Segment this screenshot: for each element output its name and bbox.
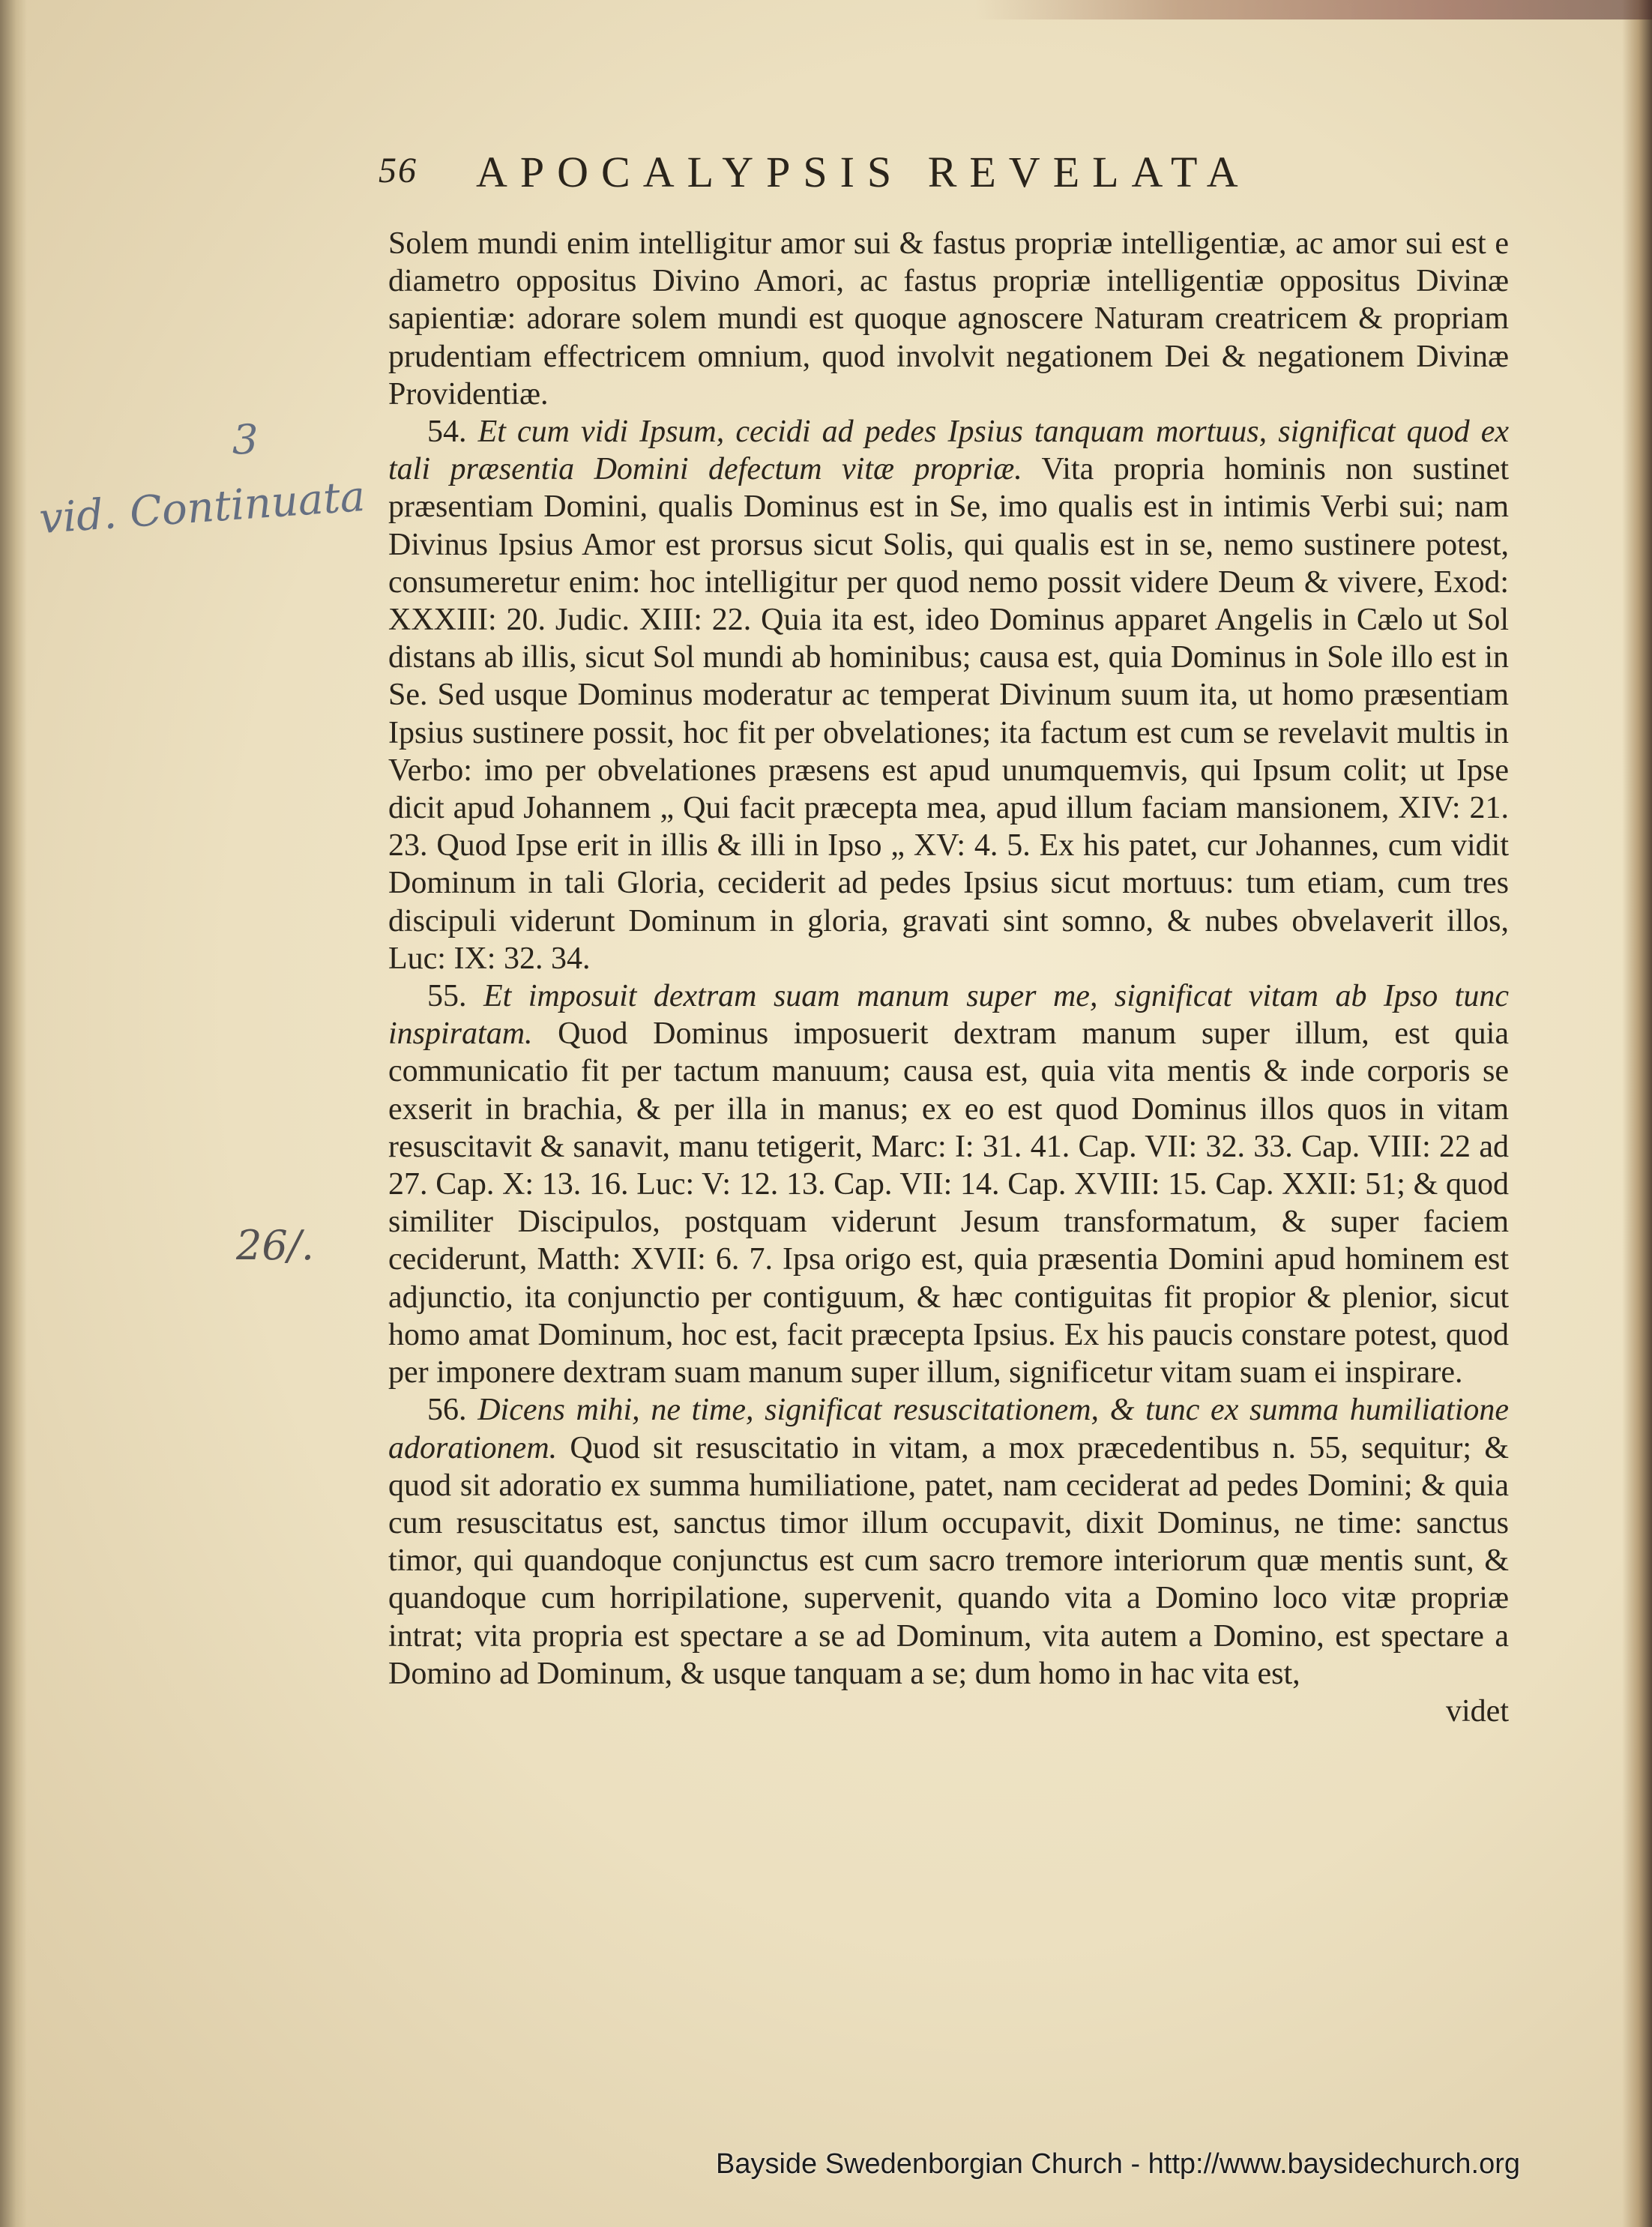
paragraph-body: Vita propria hominis non sustinet præsentiam Domini, qualis Dominus est in Se, imo qualis est in intimis Verbi sui; nam Divinus Ipsius Amor est prorsus sicut Solis, qui qualis est in se, nemo sustinere potest, consumeretur enim: hoc intelligitur per quod nemo possit videre Deum & vivere, Exod: XXXIII: 20. Judic. XIII: 22. Quia ita est, ideo Dominus apparet Angelis in Cælo ut Sol distans ab illis, sicut Sol mundi ab hominibus; causa est, quia Dominus in Sole illo est in Se. Sed usque Dominus moderatur ac temperat Divinum suum ita, ut homo præsentiam Ipsius sustinere possit, hoc fit per obvelationes; ita factum est cum se revelavit multis in Verbo: imo per obvelationes præsens est apud unumquemvis, qui Ipsum colit; ut Ipse dicit apud Johannem „ Qui facit præcepta mea, apud illum faciam mansionem, XIV: 21. 23. Quod Ipse erit in illis & illi in Ipso „ XV: 4. 5. Ex his patet, cur Johannes, cum vidit Dominum in tali Gloria, ceciderit ad pedes Ipsius sicut mortuus: tum etiam, cum tres discipuli viderunt Dominum in gloria, gravati sint somno, & nubes obvelaverit illos, Luc: IX: 32. 34. xyxy=(388,452,1510,976)
paragraph-number: 54. xyxy=(427,415,467,450)
book-cover-edge xyxy=(974,0,1652,19)
watermark: Bayside Swedenborgian Church - http://www.baysidechurch.org xyxy=(716,2148,1521,2180)
running-title: APOCALYPSIS REVELATA xyxy=(476,148,1251,196)
paragraph-lead: Et cum vidi Ipsum, cecidi ad pedes Ipsius tanquam mortuus, significat quod ex tali præsentia Domini defectum vitæ propriæ. xyxy=(388,415,1509,487)
page-right-edge xyxy=(1622,0,1652,2227)
book-spine-shadow xyxy=(0,0,27,2227)
page-number: 56 xyxy=(379,151,417,190)
paragraph-number: 55. xyxy=(427,979,467,1014)
paragraph-body: Quod sit resuscitatio in vitam, a mox præcedentibus n. 55, sequitur; & quod sit adoratio ex summa humiliatione, patet, nam ceciderat ad pedes Domini; & quia cum resuscitatus est, sanctus timor illum occupavit, dixit Dominus, ne time: sanctus timor, qui quandoque conjunctus est cum sacro tremore interiorum quæ mentis sunt, & quandoque cum horripilatione, supervenit, quando vita a Domino loco vitæ propriæ intrat; vita propria est spectare a se ad Dominum, vita autem a Domino, est spectare a Domino ad Dominum, & usque tanquam a se; dum homo in hac vita est, xyxy=(388,1430,1509,1691)
margin-note-continuata: vid. Continuata xyxy=(37,471,367,544)
margin-note-number: 26/. xyxy=(236,1222,315,1269)
body-text xyxy=(388,225,1509,1730)
margin-note-mark: 3 xyxy=(232,416,259,463)
paragraph-lead: Dicens mihi, ne time, significat resuscitationem, & tunc ex summa humiliatione adorationem. xyxy=(388,1393,1510,1465)
paragraph-body: Solem mundi enim intelligitur amor sui & fastus propriæ intelligentiæ, ac amor sui est e diametro oppositus Divino Amori, ac fastus propriæ intelligentiæ oppositus Divinæ sapientiæ: adorare solem mundi est quoque agnoscere Naturam creatricem & propriam prudentiam effectricem omnium, quod involvit negationem Dei & negationem Divinæ Providentiæ. xyxy=(388,226,1509,412)
page-header xyxy=(379,147,1428,207)
paragraph-body: Quod Dominus imposuerit dextram manum super illum, est quia communicatio fit per tactum manuum; causa est, quia vita mentis & inde corporis se exserit in brachia, & per illa in manus; ex eo est quod Dominus illos quos in vitam resuscitavit & sanavit, manu tetigerit, Marc: I: 31. 41. Cap. VII: 32. 33. Cap. VIII: 22 ad 27. Cap. X: 13. 16. Luc: V: 12. 13. Cap. VII: 14. Cap. XVIII: 15. Cap. XXII: 51; & quod similiter Discipulos, postquam viderunt Jesum transformatum, & super faciem ceciderunt, Matth: XVII: 6. 7. Ipsa origo est, quia præsentia Domini apud hominem est adjunctio, ita conjunctio per contiguum, & hæc contiguitas fit propior & plenior, sicut homo amat Dominum, hoc est, facit præcepta Ipsius. Ex his paucis constare potest, quod per imponere dextram suam manum super illum, significetur vitam suam ei inspirare. xyxy=(388,1016,1509,1390)
paragraph-54 xyxy=(388,413,1509,977)
paragraph-55 xyxy=(388,977,1509,1391)
paragraph-56 xyxy=(388,1391,1509,1693)
paragraph-number: 56. xyxy=(427,1393,467,1428)
paragraph-continuation xyxy=(388,225,1509,413)
catchword: videt xyxy=(1446,1693,1509,1729)
paragraph-lead: Et imposuit dextram suam manum super me, significat vitam ab Ipso tunc inspiratam. xyxy=(388,979,1509,1052)
